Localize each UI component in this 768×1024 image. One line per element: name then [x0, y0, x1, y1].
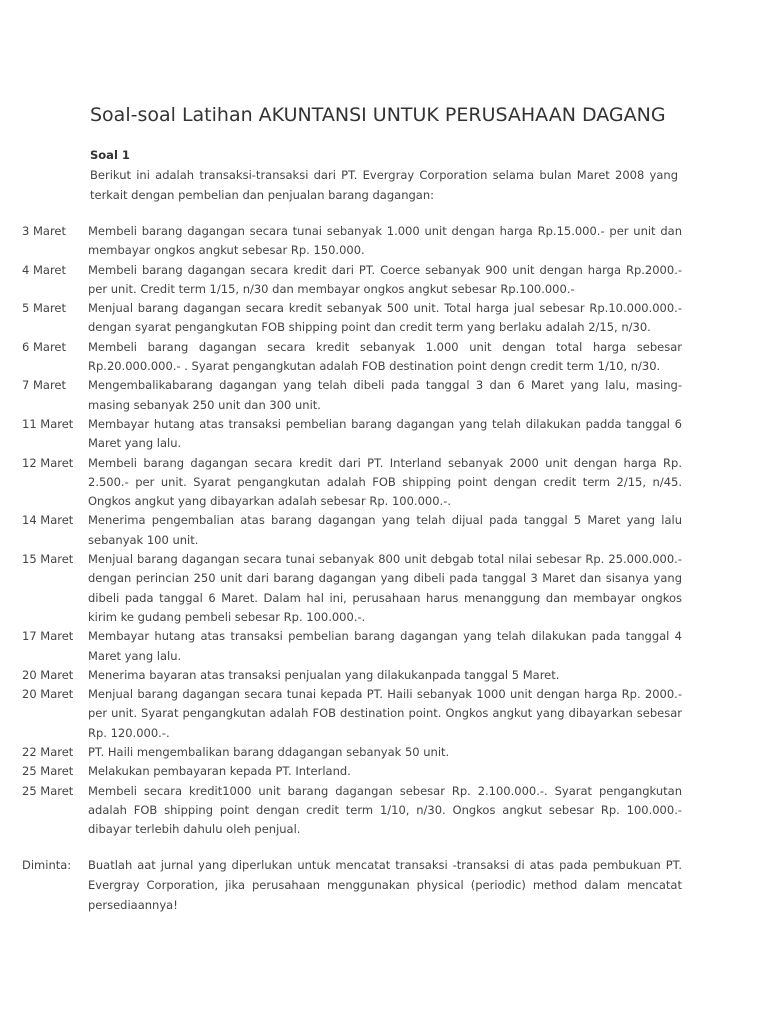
transaction-list [22, 222, 682, 840]
transaction-row [22, 415, 682, 454]
transaction-text: Melakukan pembayaran kepada PT. Interland. [88, 764, 351, 779]
transaction-text: Menjual barang dagangan secara tunai sebanyak 800 unit debgab total nilai sebesar Rp. 25.000.000.- dengan perincian 250 unit dari barang dagangan yang dibeli pada tanggal 3 Maret dan sisanya yang dibeli pada tanggal 6 Maret. Dalam hal ini, perusahaan harus menanggung dan membayar ongkos kirim ke gudang pembeli sebesar Rp. 100.000.-. [88, 552, 682, 624]
transaction-date: 11 Maret [22, 416, 74, 431]
transaction-date: 14 Maret [22, 513, 74, 528]
transaction-row [22, 261, 682, 300]
task-label: Diminta: [22, 858, 72, 872]
transaction-text: Membayar hutang atas transaksi pembelian barang dagangan yang telah dilakukan pada tanggal 4 Maret yang lalu. [88, 629, 682, 663]
page-title: Soal-soal Latihan AKUNTANSI UNTUK PERUSAHAAN DAGANG [90, 104, 666, 126]
transaction-date: 20 Maret [22, 667, 74, 682]
transaction-text: PT. Haili mengembalikan barang ddagangan sebanyak 50 unit. [88, 745, 450, 760]
transaction-text: Membeli barang dagangan secara kredit dari PT. Interland sebanyak 2000 unit dengan harga Rp. 2.500.- per unit. Syarat pengangkutan adalah FOB shipping point dengan credit term 2/15, n/45. Ongkos angkut yang dibayarkan adalah sebesar Rp. 100.000.-. [88, 455, 682, 509]
transaction-text: Membeli barang dagangan secara tunai sebanyak 1.000 unit dengan harga Rp.15.000.- per unit dan membayar ongkos angkut sebesar Rp. 150.000. [88, 224, 682, 258]
task-text: Buatlah aat jurnal yang diperlukan untuk mencatat transaksi -transaksi di atas pada pembukuan PT. Evergray Corporation, jika perusahaan menggunakan physical (periodic) method dalam mencatat persediaannya! [88, 858, 682, 912]
transaction-row [22, 511, 682, 550]
transaction-date: 6 Maret [22, 339, 67, 354]
transaction-text: Membeli secara kredit1000 unit barang dagangan sebesar Rp. 2.100.000.-. Syarat pengangkutan adalah FOB shipping point dengan credit term 1/10, n/30. Ongkos angkut sebesar Rp. 100.000.- dibayar terlebih dahulu oleh penjual. [88, 783, 682, 837]
transaction-text: Menjual barang dagangan secara tunai kepada PT. Haili sebanyak 1000 unit dengan harga Rp. 2000.- per unit. Syarat pengangkutan adalah FOB destination point. Ongkos angkut yang dibayarkan sebesar Rp. 120.000.-. [88, 687, 682, 740]
transaction-row [22, 762, 682, 781]
transaction-date: 7 Maret [22, 378, 67, 393]
transaction-date: 12 Maret [22, 455, 74, 470]
transaction-row [22, 743, 682, 762]
transaction-row [22, 550, 682, 627]
transaction-text: Menerima bayaran atas transaksi penjualan yang dilakukanpada tanggal 5 Maret. [88, 667, 560, 682]
section-label: Soal 1 [90, 148, 130, 162]
transaction-date: 3 Maret [22, 224, 67, 238]
task-instruction [22, 855, 682, 915]
transaction-date: 5 Maret [22, 301, 67, 316]
transaction-date: 25 Maret [22, 764, 74, 779]
intro-paragraph: Berikut ini adalah transaksi-transaksi dari PT. Evergray Corporation selama bulan Maret 2008 yang terkait dengan pembelian dan penjualan barang dagangan: [90, 168, 678, 202]
transaction-row [22, 222, 682, 261]
transaction-text: Membeli barang dagangan secara kredit dari PT. Coerce sebanyak 900 unit dengan harga Rp.2000.- per unit. Credit term 1/15, n/30 dan membayar ongkos angkut sebesar Rp.100.000.- [88, 262, 682, 296]
transaction-row [22, 627, 682, 666]
transaction-row [22, 666, 682, 685]
transaction-text: Membeli barang dagangan secara kredit sebanyak 1.000 unit dengan total harga sebesar Rp.20.000.000.- . Syarat pengangkutan adalah FOB destination point dengn credit term 1/10, n/30. [88, 339, 682, 374]
transaction-date: 22 Maret [22, 745, 74, 760]
transaction-row [22, 338, 682, 377]
transaction-row [22, 782, 682, 840]
transaction-row [22, 376, 682, 415]
transaction-row [22, 454, 682, 512]
transaction-row [22, 685, 682, 743]
transaction-date: 20 Maret [22, 687, 74, 702]
transaction-date: 15 Maret [22, 552, 74, 567]
transaction-text: Menjual barang dagangan secara kredit sebanyak 500 unit. Total harga jual sebesar Rp.10.000.000.- dengan syarat pengangkutan FOB shipping point dan credit term yang berlaku adalah 2/15, n/30. [88, 301, 682, 335]
transaction-row [22, 299, 682, 338]
transaction-text: Membayar hutang atas transaksi pembelian barang dagangan yang telah dilakukan padda tanggal 6 Maret yang lalu. [88, 416, 682, 451]
transaction-date: 4 Maret [22, 262, 67, 277]
transaction-text: Menerima pengembalian atas barang dagangan yang telah dijual pada tanggal 5 Maret yang lalu sebanyak 100 unit. [88, 513, 682, 547]
transaction-date: 25 Maret [22, 783, 74, 798]
transaction-date: 17 Maret [22, 629, 74, 644]
transaction-text: Mengembalikabarang dagangan yang telah dibeli pada tanggal 3 dan 6 Maret yang lalu, masing-masing sebanyak 250 unit dan 300 unit. [88, 378, 682, 412]
